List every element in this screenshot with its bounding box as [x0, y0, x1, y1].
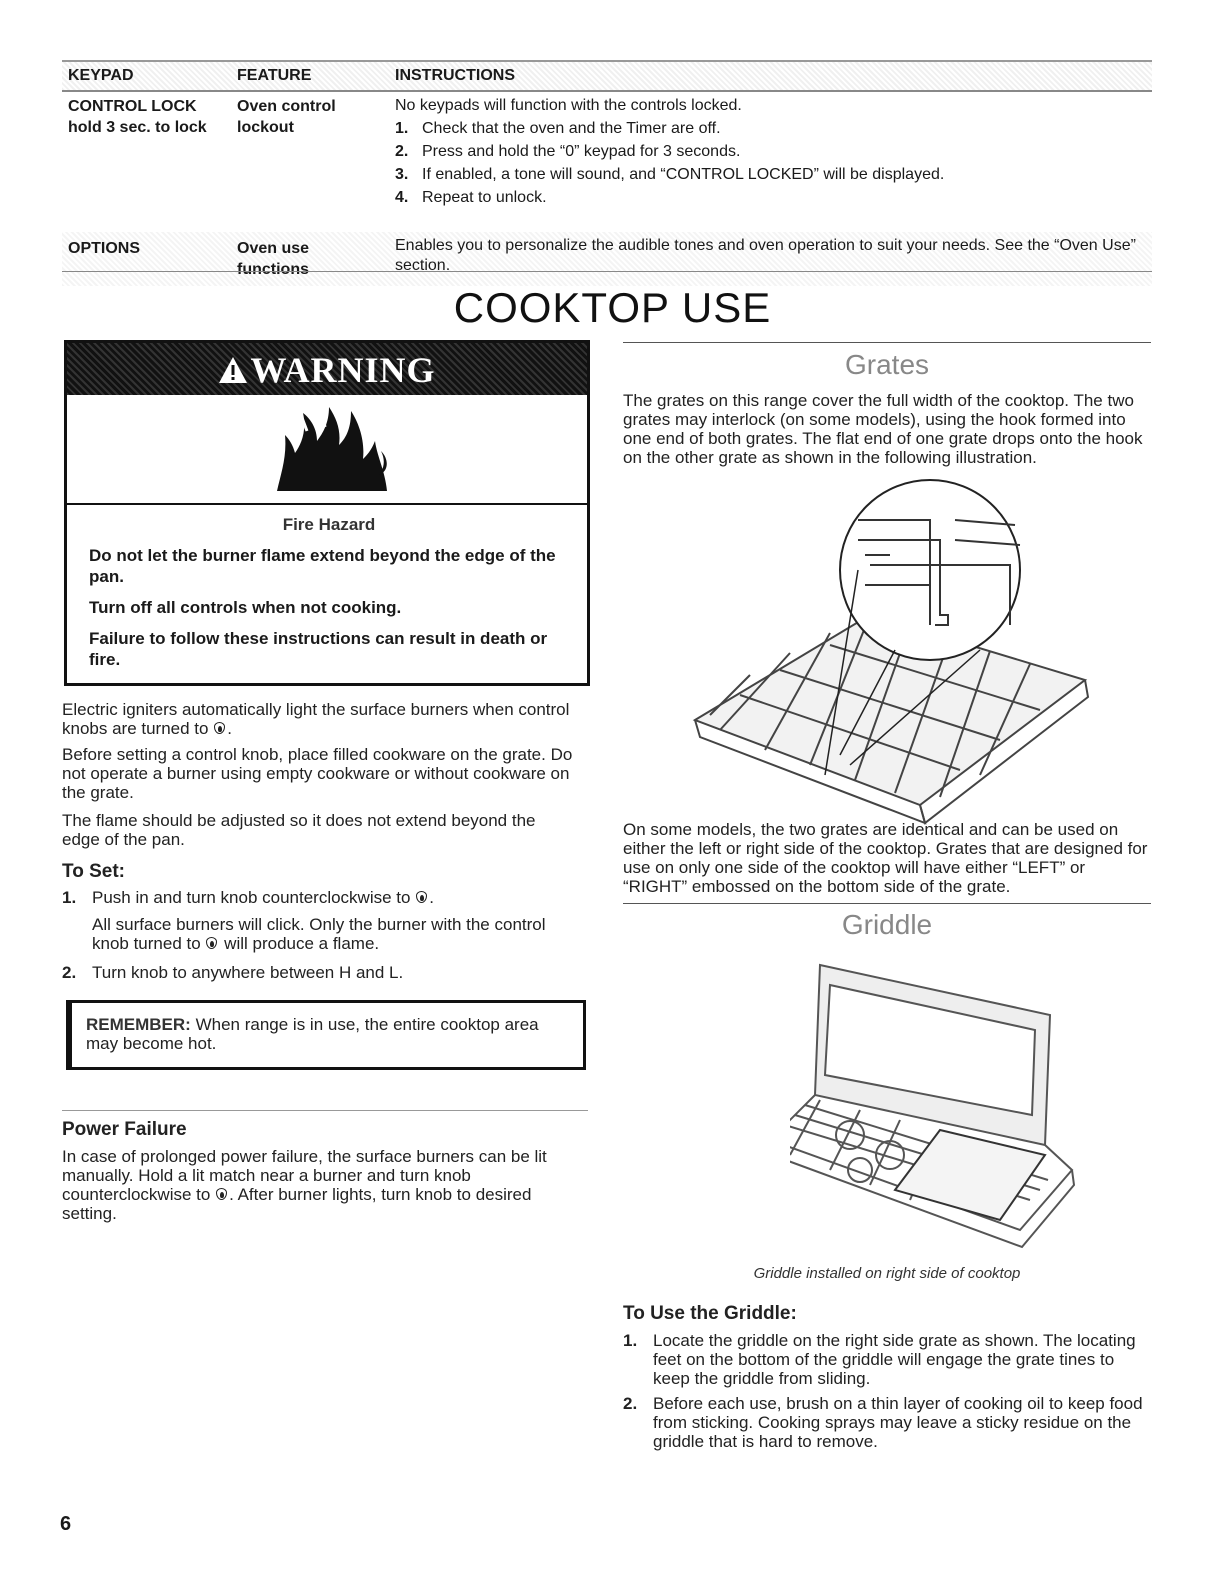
list-item: [623, 1394, 1153, 1451]
divider: [623, 903, 1151, 904]
divider: [62, 1110, 588, 1111]
paragraph-text: In case of prolonged power failure, the surface burners can be lit manually. Hold a lit match near a burner and turn knob counterclockwise to: [62, 1147, 547, 1204]
list-item: [395, 163, 1145, 186]
remember-label: REMEMBER:: [86, 1015, 191, 1034]
paragraph: On some models, the two grates are identical and can be used on either the left or right side of the cooktop. Grates that are designed for use on only one side of the cooktop will have either “LEFT” or “RIGHT” embossed on the bottom side of the grate.: [623, 820, 1148, 896]
step-number: 1.: [62, 888, 77, 907]
feature-line: Oven control: [237, 98, 336, 115]
step-number: 2.: [395, 143, 409, 160]
warning-text: [67, 505, 587, 670]
warning-heading: [67, 349, 587, 391]
paragraph: The grates on this range cover the full width of the cooktop. The two grates may interlock (on some models), using the hook formed into one end of both grates. The flat end of one grate drops onto the hook on the other grate as shown in the following illustration.: [623, 391, 1143, 467]
list-item: 1. Push in and turn knob counterclockwise to . All surface burners will click. Only the burner with the control knob turned to will produce a flame.: [62, 888, 582, 953]
fire-icon: [267, 401, 397, 497]
warning-header: [67, 343, 587, 395]
step-number: 2.: [623, 1394, 638, 1413]
warning-icon-area: [67, 395, 587, 505]
remember-text: When range is in use, the entire cooktop area may become hot.: [86, 1015, 539, 1053]
step-text: Push in and turn knob counterclockwise to: [92, 888, 411, 907]
instructions-cell: [395, 94, 1145, 209]
step-number: 3.: [395, 166, 409, 183]
step-text: Press and hold the “0” keypad for 3 seconds.: [422, 143, 741, 160]
grates-heading: Grates: [844, 349, 930, 380]
divider: [62, 271, 1152, 272]
feature-line: Oven use: [237, 240, 310, 257]
keypad-name: OPTIONS: [68, 240, 141, 257]
header-instructions: INSTRUCTIONS: [395, 67, 515, 84]
warning-box: [64, 340, 590, 686]
flame-symbol-icon: [415, 889, 429, 905]
step-text: Turn knob to anywhere between H and L.: [92, 963, 404, 982]
page-title: COOKTOP USE: [453, 284, 772, 331]
paragraph: The flame should be adjusted so it does not extend beyond the edge of the pan.: [62, 811, 536, 849]
step-number: 2.: [62, 963, 77, 982]
use-griddle-steps: [623, 1331, 1153, 1451]
flame-symbol-icon: [215, 1186, 229, 1202]
note-text: All surface burners will click. Only the burner with the control knob turned to: [92, 915, 546, 953]
step-note: [92, 915, 582, 953]
paragraph-text: Electric igniters automatically light the surface burners when control knobs are turned to: [62, 700, 570, 738]
table-header: [62, 60, 1152, 92]
list-item: [395, 186, 1145, 209]
keypad-name: CONTROL LOCK: [68, 98, 197, 115]
warning-heading-text: WARNING: [250, 350, 436, 390]
use-griddle-heading: To Use the Griddle:: [623, 1303, 797, 1324]
remember-box: [66, 1000, 586, 1070]
flame-symbol-icon: [205, 935, 219, 951]
step-text: Check that the oven and the Timer are off.: [422, 120, 721, 137]
list-item: [395, 140, 1145, 163]
keypad-hint: hold 3 sec. to lock: [68, 119, 207, 136]
grate-illustration: [680, 475, 1100, 835]
step-number: 1.: [395, 120, 409, 137]
options-instructions: Enables you to personalize the audible tones and oven operation to suit your needs. See the “Oven Use” section.: [395, 237, 1136, 274]
feature-cell: [237, 96, 336, 138]
paragraph-text: . After burner lights, turn knob to desired setting.: [62, 1185, 532, 1223]
table-row-options: [62, 232, 1152, 286]
list-item: [62, 963, 582, 982]
step-text: Before each use, brush on a thin layer of cooking oil to keep food from sticking. Cooking sprays may leave a sticky residue on the griddle that is hard to remove.: [653, 1394, 1143, 1451]
power-failure-text: [62, 1147, 577, 1223]
warning-triangle-icon: [218, 356, 248, 384]
griddle-illustration: [790, 955, 1080, 1255]
keypad-table: [62, 60, 1152, 286]
flame-symbol-icon: [213, 720, 227, 736]
list-item: [623, 1331, 1153, 1388]
warning-line: Turn off all controls when not cooking.: [89, 598, 402, 617]
instructions-intro: No keypads will function with the controls locked.: [395, 97, 742, 114]
to-set-steps: [62, 888, 582, 982]
warning-line: Do not let the burner flame extend beyond the edge of the pan.: [89, 546, 556, 586]
note-text: will produce a flame.: [224, 934, 380, 953]
paragraph: Electric igniters automatically light the surface burners when control knobs are turned to .: [62, 700, 570, 738]
step-text: If enabled, a tone will sound, and “CONTROL LOCKED” will be displayed.: [422, 166, 945, 183]
hazard-label: Fire Hazard: [282, 515, 376, 534]
warning-line: Failure to follow these instructions can result in death or fire.: [89, 629, 548, 669]
divider: [623, 342, 1151, 343]
keypad-cell: [68, 96, 207, 138]
feature-cell: [237, 238, 309, 280]
step-number: 1.: [623, 1331, 638, 1350]
table-row-control-lock: [62, 92, 1152, 232]
step-text: Locate the griddle on the right side grate as shown. The locating feet on the bottom of the griddle will engage the grate tines to keep the griddle from sliding.: [653, 1331, 1136, 1388]
feature-line: functions: [237, 261, 309, 278]
page-number: 6: [60, 1513, 72, 1535]
feature-line: lockout: [237, 119, 294, 136]
step-number: 4.: [395, 189, 409, 206]
paragraph: Before setting a control knob, place filled cookware on the grate. Do not operate a burner using empty cookware or without cookware on the grate.: [62, 745, 573, 802]
list-item: [395, 117, 1145, 140]
instructions-steps: [395, 117, 1145, 209]
griddle-heading: Griddle: [841, 909, 933, 940]
griddle-caption: Griddle installed on right side of cooktop: [753, 1265, 1021, 1282]
to-set-heading: To Set:: [62, 861, 125, 882]
header-keypad: KEYPAD: [68, 67, 134, 84]
header-feature: FEATURE: [237, 67, 312, 84]
step-text: Repeat to unlock.: [422, 189, 547, 206]
power-failure-heading: Power Failure: [62, 1119, 187, 1140]
